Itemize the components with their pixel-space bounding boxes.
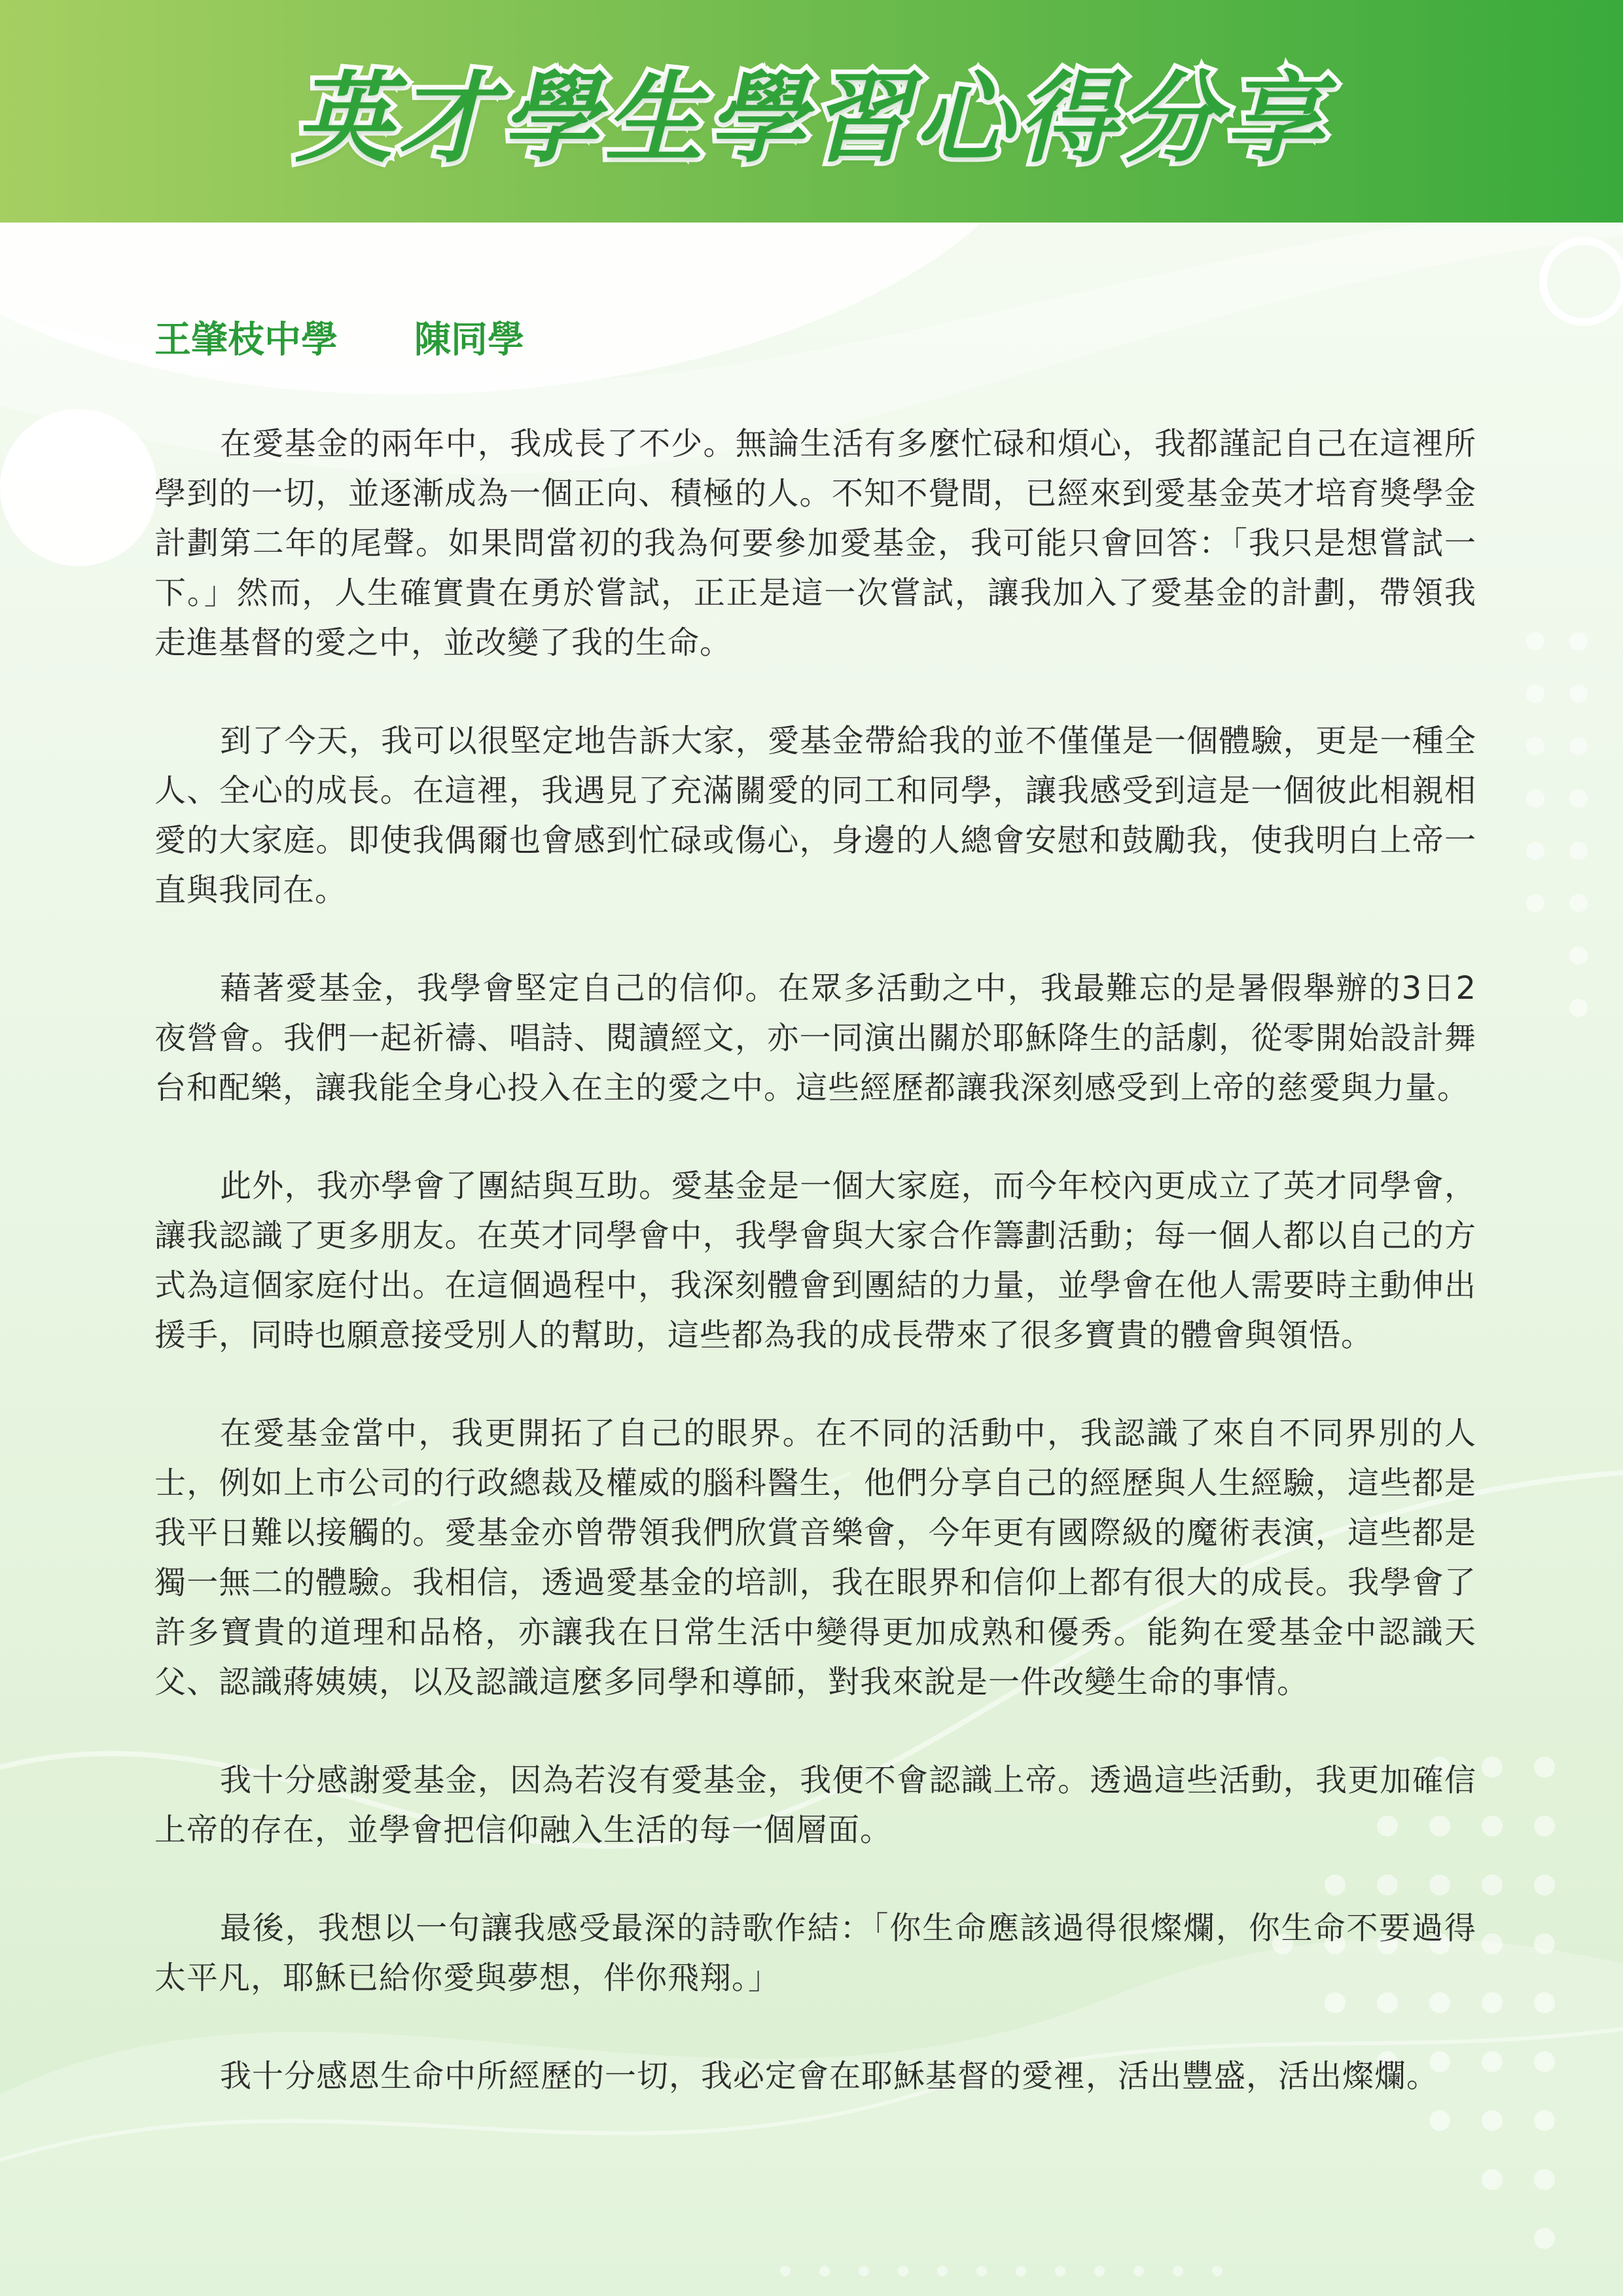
background-ring-right — [1543, 241, 1623, 322]
school-name: 王肇枝中學 — [154, 319, 338, 361]
page-title: 英才學生學習心得分享 — [294, 62, 1329, 176]
paragraph-5: 在愛基金當中，我更開拓了自己的眼界。在不同的活動中，我認識了來自不同界別的人士，例如上市公司的行政總裁及權威的腦科醫生，他們分享自己的經歷與人生經驗，這些都是我平日難以接觸的。愛基金亦曾帶領我們欣賞音樂會，今年更有國際級的魔術表演，這些都是獨一無二的體驗。我相信，透過愛基金的培訓，我在眼界和信仰上都有很大的成長。我學會了許多寶貴的道理和品格，亦讓我在日常生活中變得更加成熟和優秀。能夠在愛基金中認識天父、認識蔣姨姨，以及認識這麼多同學和導師，對我來說是一件改變生命的事情。 — [154, 1415, 1476, 1700]
article-body — [154, 419, 1476, 2149]
paragraph-7: 最後，我想以一句讓我感受最深的詩歌作結：「你生命應該過得很燦爛，你生命不要過得太平凡，耶穌已給你愛與夢想，伴你飛翔。」 — [154, 1910, 1476, 1996]
paragraph-2: 到了今天，我可以很堅定地告訴大家，愛基金帶給我的並不僅僅是一個體驗，更是一種全人、全心的成長。在這裡，我遇見了充滿關愛的同工和同學，讓我感受到這是一個彼此相親相愛的大家庭。即使我偶爾也會感到忙碌或傷心，身邊的人總會安慰和鼓勵我，使我明白上帝一直與我同在。 — [154, 723, 1476, 908]
student-name: 陳同學 — [414, 319, 524, 361]
paragraph-1: 在愛基金的兩年中，我成長了不少。無論生活有多麼忙碌和煩心，我都謹記自己在這裡所學到的一切，並逐漸成為一個正向、積極的人。不知不覺間，已經來到愛基金英才培育獎學金計劃第二年的尾聲。如果問當初的我為何要參加愛基金，我可能只會回答：「我只是想嘗試一下。」然而，人生確實貴在勇於嘗試，正正是這一次嘗試，讓我加入了愛基金的計劃，帶領我走進基督的愛之中，並改變了我的生命。 — [154, 425, 1476, 661]
paragraph-8: 我十分感恩生命中所經歷的一切，我必定會在耶穌基督的愛裡，活出豐盛，活出燦爛。 — [220, 2058, 1439, 2094]
byline — [154, 314, 524, 367]
paragraph-4: 此外，我亦學會了團結與互助。愛基金是一個大家庭，而今年校內更成立了英才同學會，讓我認識了更多朋友。在英才同學會中，我學會與大家合作籌劃活動；每一個人都以自己的方式為這個家庭付出。在這個過程中，我深刻體會到團結的力量，並學會在他人需要時主動伸出援手，同時也願意接受別人的幫助，這些都為我的成長帶來了很多寶貴的體會與領悟。 — [154, 1168, 1476, 1354]
background-circle-left — [0, 409, 157, 566]
paragraph-6: 我十分感謝愛基金，因為若沒有愛基金，我便不會認識上帝。透過這些活動，我更加確信上帝的存在，並學會把信仰融入生活的每一個層面。 — [154, 1762, 1476, 1848]
paragraph-3: 藉著愛基金，我學會堅定自己的信仰。在眾多活動之中，我最難忘的是暑假舉辦的3日2夜營會。我們一起祈禱、唱詩、閱讀經文，亦一同演出關於耶穌降生的話劇，從零開始設計舞台和配樂，讓我能全身心投入在主的愛之中。這些經歷都讓我深刻感受到上帝的慈愛與力量。 — [154, 970, 1476, 1106]
